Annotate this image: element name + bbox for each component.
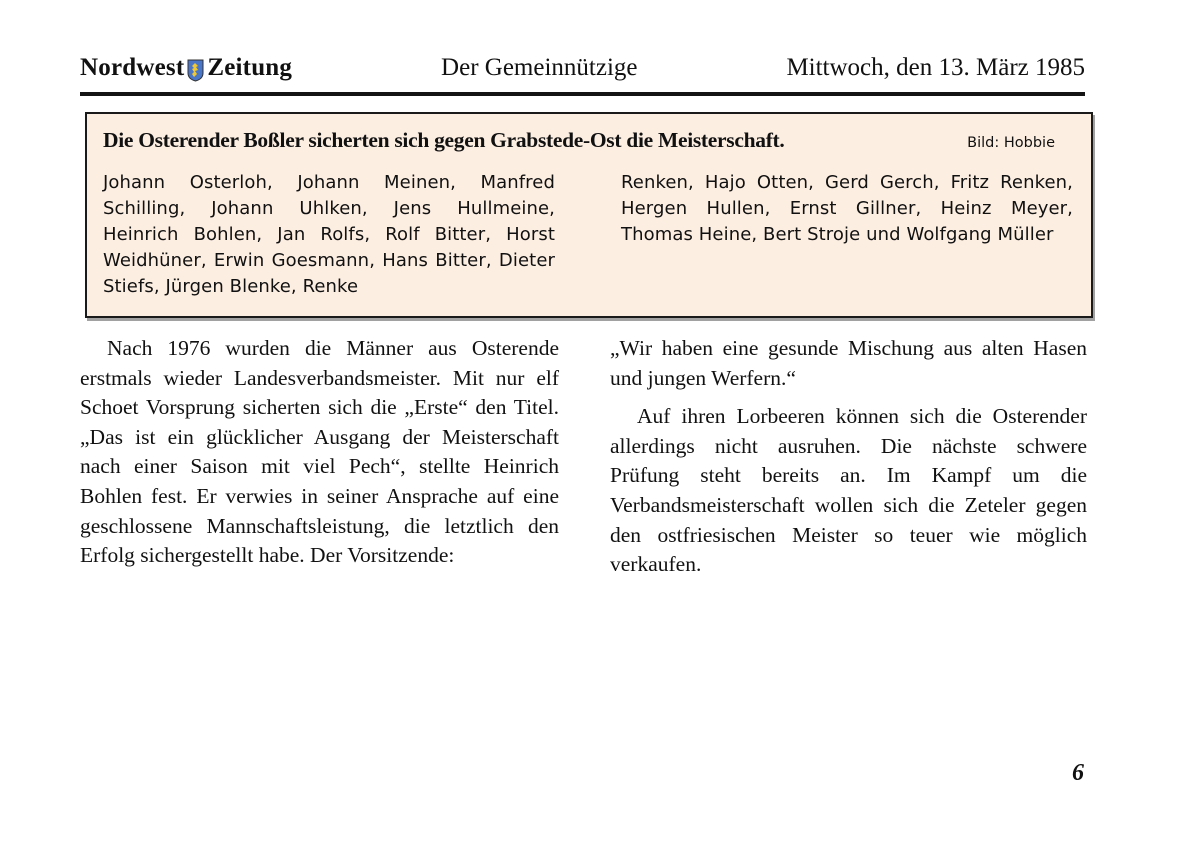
page-number: 6 (1072, 760, 1084, 786)
team-names-right-column: Renken, Hajo Otten, Gerd Gerch, Fritz Renken, Hergen Hullen, Ernst Gillner, Heinz Meyer, Thomas Heine, Bert Stroje und Wolfgang Müller (621, 172, 1073, 245)
article-paragraph: Nach 1976 wurden die Männer aus Osterende erstmals wieder Landesverbandsmeister. Mit nur elf Schoet Vorsprung sicherten sich die „Erste“ den Titel. „Das ist ein glücklicher Ausgang der Meisterschaft nach einer Saison mit viel Pech“, stellte Heinrich Bohlen fest. Er verwies in seiner Ansprache auf eine geschlossene Mannschaftsleistung, die letztlich den Erfolg sichergestellt habe. Der Vorsitzende: (80, 336, 559, 568)
masthead-date: Mittwoch, den 13. März 1985 (786, 54, 1085, 81)
photo-caption-box (85, 112, 1093, 318)
masthead-brand-right: Zeitung (207, 54, 293, 81)
article-left-column (80, 334, 559, 571)
article-paragraph: Auf ihren Lorbeeren können sich die Osterender allerdings nicht ausruhen. Die nächste schwere Prüfung steht bereits an. Im Kampf um die Verbandsmeisterschaft wollen sich die Zeteler gegen den ostfriesischen Meister so teuer wie möglich verkaufen. (610, 404, 1087, 577)
caption-row (103, 128, 1073, 153)
masthead-center-title: Der Gemeinnützige (441, 54, 638, 81)
team-names-left-column: Johann Osterloh, Johann Meinen, Manfred Schilling, Johann Uhlken, Jens Hullmeine, Heinrich Bohlen, Jan Rolfs, Rolf Bitter, Horst Weidhüner, Erwin Goesmann, Hans Bitter, Dieter Stiefs, Jürgen Blenke, Renke (103, 172, 555, 297)
article-right-column (610, 334, 1087, 580)
caption-title: Die Osterender Boßler sicherten sich gegen Grabstede-Ost die Meisterschaft. (103, 128, 785, 152)
article-paragraph: „Wir haben eine gesunde Mischung aus alten Hasen und jungen Werfern.“ (610, 336, 1087, 390)
photo-credit: Bild: Hobbie (967, 135, 1055, 151)
masthead-brand-left: Nordwest (80, 54, 185, 81)
shield-crest-icon (187, 59, 204, 82)
team-names (103, 170, 1073, 300)
masthead (80, 54, 1085, 96)
masthead-brand (80, 54, 292, 82)
